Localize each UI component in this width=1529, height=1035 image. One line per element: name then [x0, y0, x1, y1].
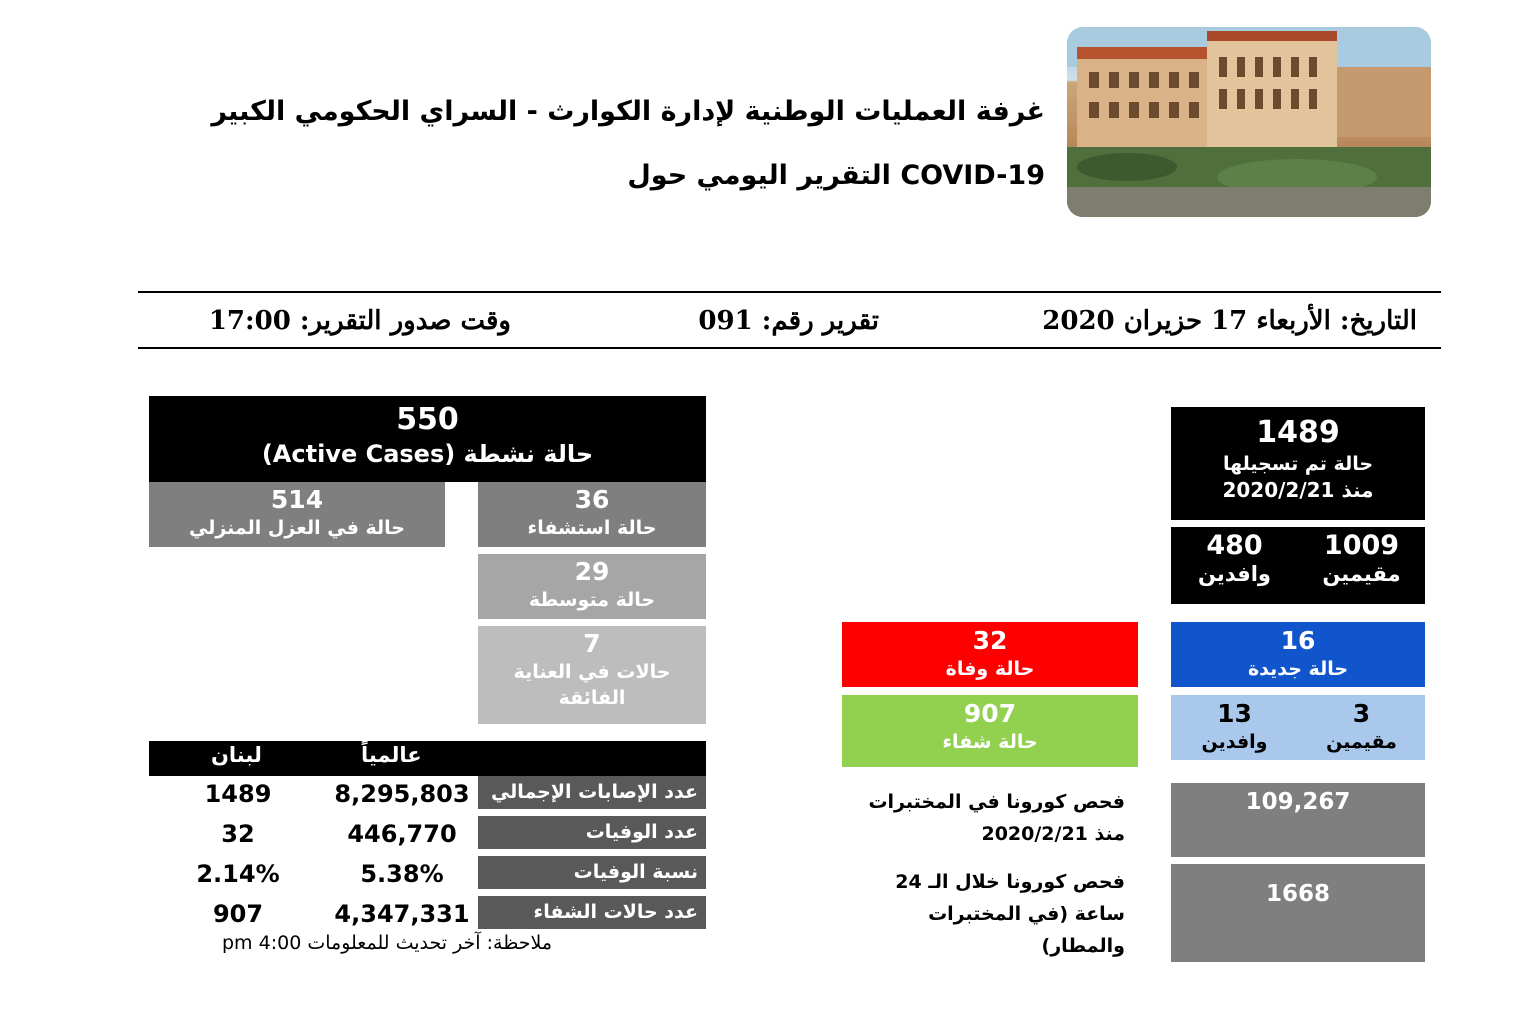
- tests-total-label: [825, 786, 1125, 850]
- tests-daily-value: 1668: [1265, 881, 1330, 907]
- icu-value: 7: [583, 629, 601, 658]
- report-date: التاريخ: الأربعاء 17 حزيران 2020: [1042, 306, 1417, 336]
- icu-box: [478, 626, 706, 724]
- icu-label-line2: الفائقة: [558, 687, 626, 709]
- icu-label-line1: حالات في العناية: [513, 661, 671, 683]
- new-arrivals-value: 13: [1217, 699, 1252, 728]
- lebanon-deaths: 32: [221, 820, 255, 848]
- world-deaths: 446,770: [347, 820, 457, 848]
- tests-daily-label-line1: فحص كورونا خلال الـ 24: [895, 871, 1125, 893]
- home-isolation-box: [149, 482, 445, 547]
- report-title: غرفة العمليات الوطنية لإدارة الكوارث - السراي الحكومي الكبير: [211, 96, 1045, 127]
- active-cases-label: حالة نشطة (Active Cases): [261, 440, 594, 468]
- new-residents-value: 3: [1352, 699, 1371, 728]
- tests-daily-label-line2: ساعة (في المختبرات: [928, 903, 1125, 925]
- recovered-value: 907: [963, 699, 1017, 728]
- row-label-recovered: عدد حالات الشفاء: [478, 896, 706, 929]
- new-cases-value: 16: [1280, 626, 1316, 655]
- recovered-label: حالة شفاء: [942, 731, 1038, 753]
- lebanon-death-rate: 2.14%: [196, 860, 280, 888]
- total-cases-since: منذ 2020/2/21: [1222, 478, 1374, 502]
- total-arrivals-label: وافدين: [1198, 562, 1271, 586]
- deaths-label: حالة وفاة: [945, 658, 1035, 680]
- issue-time: وقت صدور التقرير: 17:00: [208, 306, 511, 336]
- comparison-table-header: [149, 741, 706, 776]
- bottom-rule: [138, 347, 1441, 349]
- tests-total-value: 109,267: [1245, 789, 1351, 815]
- deaths-value: 32: [972, 626, 1008, 655]
- moderate-box: [478, 554, 706, 619]
- total-residents-value: 1009: [1323, 530, 1400, 561]
- row-label-total-cases: عدد الإصابات الإجمالي: [478, 776, 706, 809]
- new-cases-label: حالة جديدة: [1247, 658, 1349, 680]
- total-cases-label: حالة تم تسجيلها: [1222, 453, 1374, 475]
- total-arrivals-value: 480: [1206, 530, 1263, 561]
- total-residents: [1298, 531, 1425, 587]
- recovered-box: [842, 695, 1138, 767]
- world-total-cases: 8,295,803: [334, 780, 470, 808]
- new-residents-label: مقيمين: [1326, 731, 1397, 753]
- col-lebanon: لبنان: [211, 743, 262, 767]
- tests-daily-box: [1171, 864, 1425, 962]
- tests-daily-label-line3: والمطار): [1041, 935, 1125, 957]
- hospital-label: حالة استشفاء: [527, 517, 657, 539]
- moderate-label: حالة متوسطة: [528, 589, 656, 611]
- report-subtitle: التقرير اليومي حول COVID-19: [627, 160, 1045, 191]
- col-world: عالمياً: [361, 743, 422, 767]
- home-isolation-label: حالة في العزل المنزلي: [189, 517, 405, 539]
- new-residents: [1298, 699, 1425, 755]
- new-arrivals: [1171, 699, 1298, 755]
- total-arrivals: [1171, 531, 1298, 587]
- active-cases-value: 550: [396, 402, 459, 437]
- moderate-value: 29: [574, 557, 610, 586]
- home-isolation-value: 514: [270, 485, 324, 514]
- tests-total-label-line1: فحص كورونا في المختبرات: [868, 791, 1125, 813]
- tests-daily-label: [825, 866, 1125, 962]
- total-cases-box: [1171, 407, 1425, 520]
- report-number: تقرير رقم: 091: [698, 306, 879, 336]
- new-cases-box: [1171, 622, 1425, 687]
- world-death-rate: 5.38%: [360, 860, 444, 888]
- new-cases-split-box: [1171, 695, 1425, 760]
- government-palace-photo: [1067, 27, 1431, 217]
- row-label-death-rate: نسبة الوفيات: [478, 856, 706, 889]
- top-rule: [138, 291, 1441, 293]
- world-recovered: 4,347,331: [334, 900, 470, 928]
- total-residents-label: مقيمين: [1322, 562, 1401, 586]
- active-cases-box: [149, 396, 706, 482]
- lebanon-recovered: 907: [212, 900, 264, 928]
- deaths-box: [842, 622, 1138, 687]
- new-arrivals-label: وافدين: [1201, 731, 1268, 753]
- hospital-box: [478, 482, 706, 547]
- update-note: ملاحظة: آخر تحديث للمعلومات 4:00 pm: [222, 932, 553, 954]
- total-split-box: [1171, 527, 1425, 604]
- total-cases-value: 1489: [1256, 415, 1340, 450]
- lebanon-total-cases: 1489: [204, 780, 272, 808]
- row-label-deaths: عدد الوفيات: [478, 816, 706, 849]
- tests-total-label-line2: منذ 2020/2/21: [981, 823, 1125, 845]
- tests-total-box: [1171, 783, 1425, 857]
- hospital-value: 36: [574, 485, 610, 514]
